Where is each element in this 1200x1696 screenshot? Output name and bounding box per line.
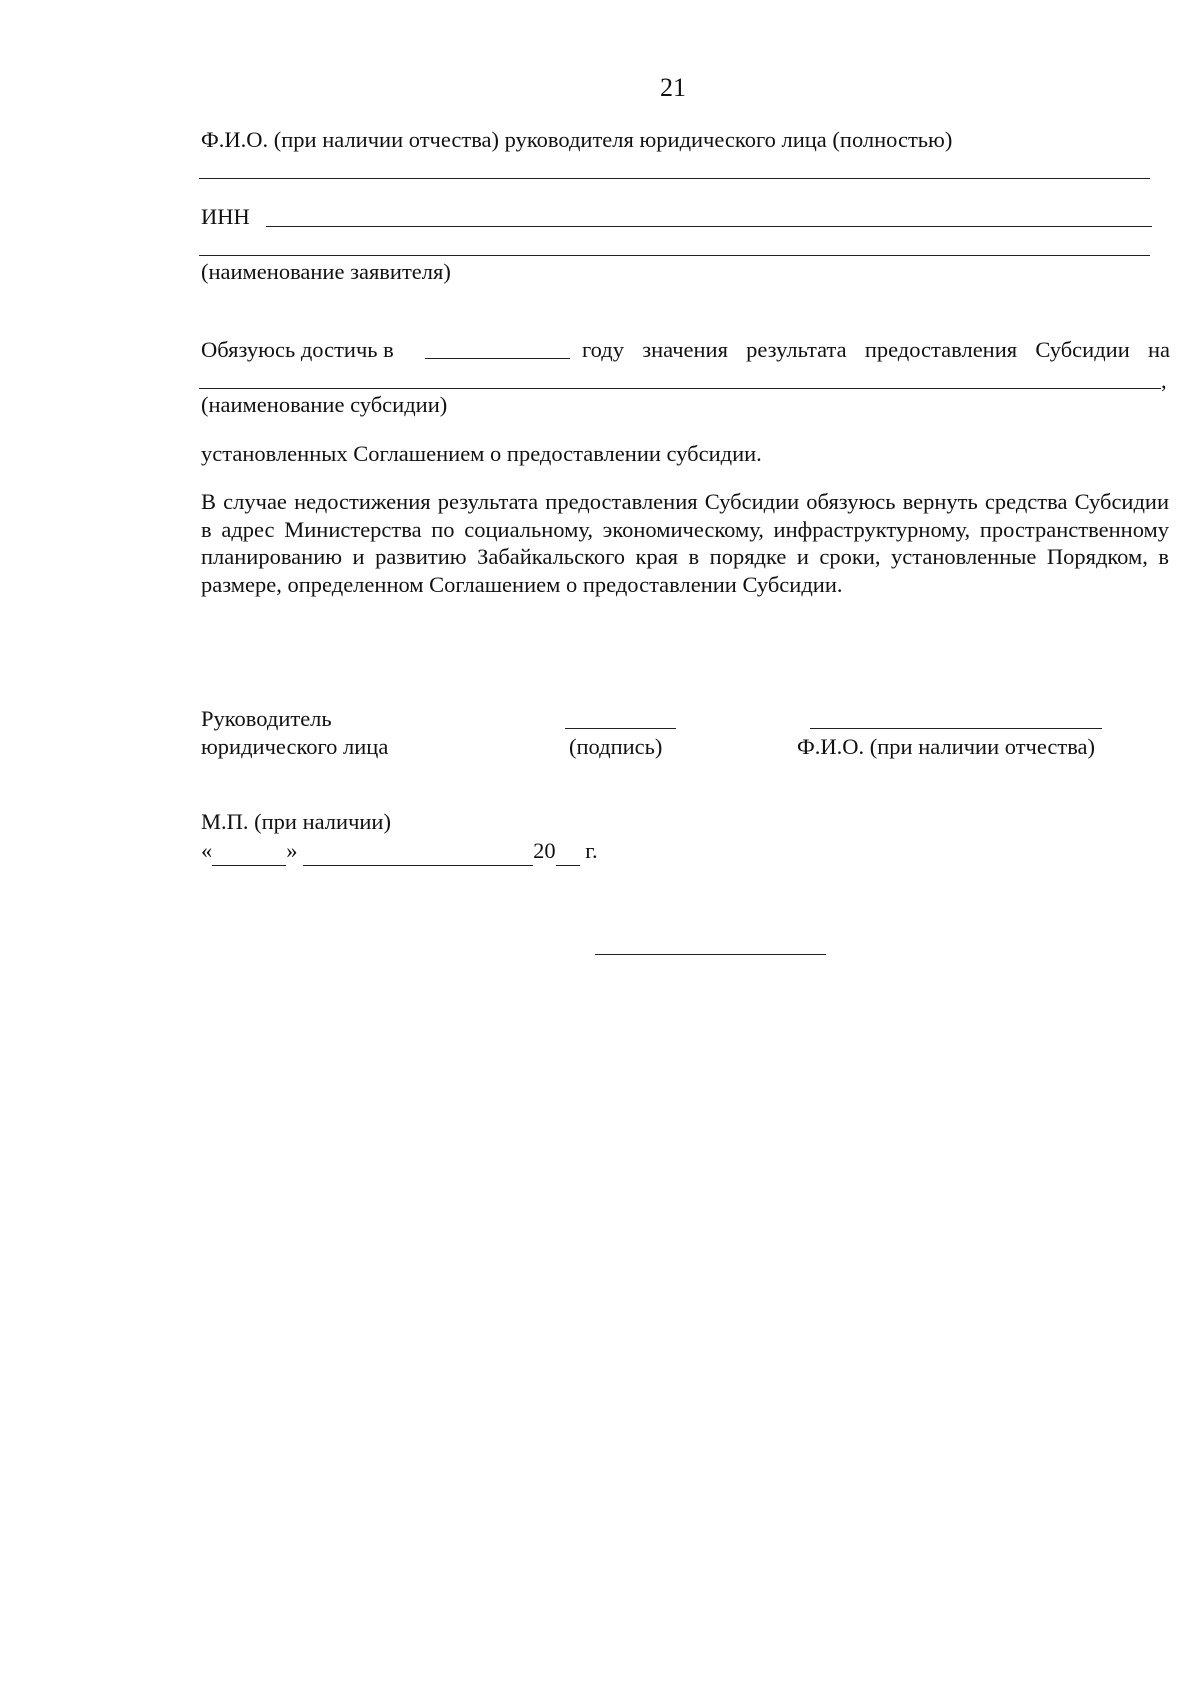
signature-field[interactable] — [565, 728, 676, 729]
date-open-quote: « — [201, 838, 213, 863]
year-suffix-field[interactable] — [556, 837, 580, 866]
year-field[interactable] — [425, 358, 570, 359]
trailing-comma: , — [1161, 368, 1167, 393]
fio-caption: Ф.И.О. (при наличии отчества) — [797, 734, 1096, 759]
signature-caption: (подпись) — [569, 734, 663, 759]
fio-field[interactable] — [810, 728, 1102, 729]
applicant-caption: (наименование заявителя) — [201, 259, 451, 284]
obligation-start-text: Обязуюсь достичь в — [201, 337, 394, 362]
year-prefix: 20 — [533, 838, 556, 863]
established-text: установленных Соглашением о предоставлении субсидии. — [201, 441, 762, 466]
page-number: 21 — [660, 73, 686, 102]
obligation-end-text: году значения результата предоставления Субсидии на — [582, 337, 1170, 362]
subsidy-caption: (наименование субсидии) — [201, 392, 448, 417]
closing-separator — [595, 954, 826, 955]
applicant-name-field[interactable] — [199, 255, 1150, 256]
date-row — [201, 837, 598, 866]
inn-label: ИНН — [201, 204, 250, 229]
role-line-2: юридического лица — [201, 734, 389, 759]
month-field[interactable] — [303, 837, 533, 866]
inn-field[interactable] — [266, 226, 1152, 227]
subsidy-name-field[interactable] — [199, 388, 1161, 389]
year-suffix: г. — [585, 838, 598, 863]
date-close-quote: » — [286, 838, 298, 863]
day-field[interactable] — [212, 837, 286, 866]
role-line-1: Руководитель — [201, 706, 332, 731]
head-fio-label: Ф.И.О. (при наличии отчества) руководителя юридического лица (полностью) — [201, 127, 953, 152]
refund-paragraph: В случае недостижения результата предоставления Субсидии обязуюсь вернуть средства Субсидии в адрес Министерства по социальному, экономическому, инфраструктурному, пространственному планированию и развитию Забайкальского края в порядке и сроки, установленные Порядком, в размере, определенном Соглашением о предоставлении Субсидии. — [201, 489, 1169, 597]
stamp-label: М.П. (при наличии) — [201, 809, 391, 834]
head-fio-field[interactable] — [199, 178, 1150, 179]
